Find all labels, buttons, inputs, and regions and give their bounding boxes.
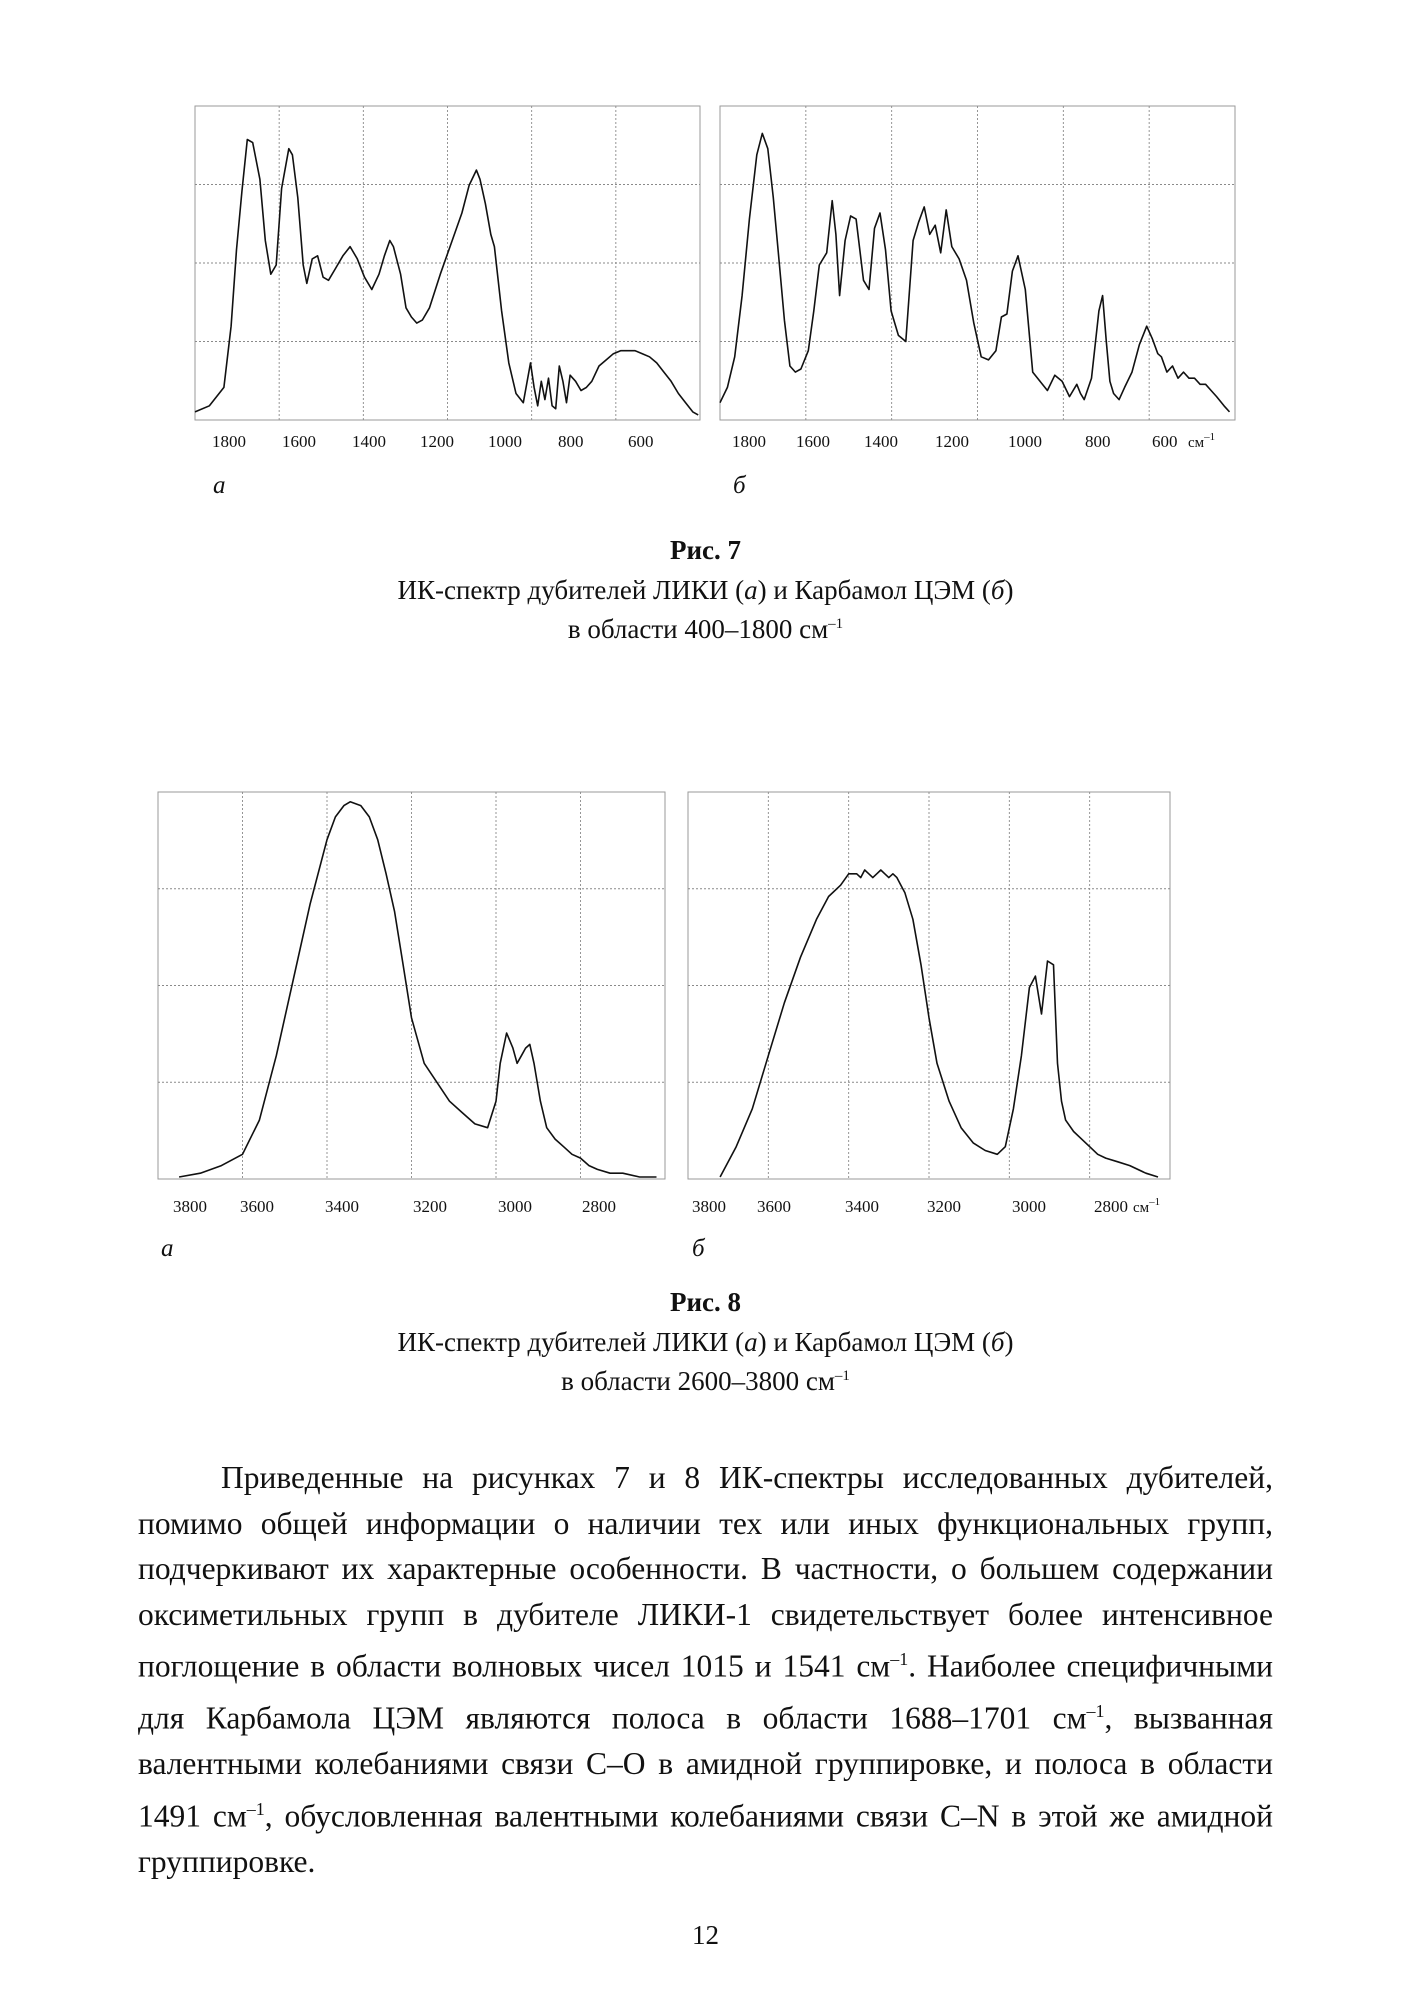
superscript: –1 bbox=[890, 1649, 909, 1669]
body-text-part: , вызванная валентными колебаниями связи С–О в амидной группировке, и полоса в области 1491 см bbox=[138, 1700, 1273, 1833]
superscript: –1 bbox=[1086, 1701, 1105, 1721]
x-tick-label: 1200 bbox=[420, 432, 454, 451]
x-tick-label: 1800 bbox=[732, 432, 766, 451]
panel-label: б bbox=[692, 1235, 705, 1262]
x-tick-label: 800 bbox=[1085, 432, 1111, 451]
caption-text: ИК-спектр дубителей ЛИКИ ( bbox=[397, 575, 745, 605]
x-tick-label: 1800 bbox=[212, 432, 246, 451]
x-axis-unit-superscript: –1 bbox=[1204, 431, 1216, 443]
x-tick-label: 3200 bbox=[927, 1197, 961, 1216]
figure-7-svg bbox=[0, 0, 1411, 520]
figure-8-svg bbox=[0, 760, 1411, 1280]
x-tick-label: 1400 bbox=[864, 432, 898, 451]
x-tick-label: 800 bbox=[558, 432, 584, 451]
x-tick-label: 1600 bbox=[282, 432, 316, 451]
panel-label: а bbox=[161, 1235, 174, 1262]
x-tick-label: 1000 bbox=[488, 432, 522, 451]
body-text-part: , обусловленная валентными колебаниями связи С–N в этой же амидной группировке. bbox=[138, 1798, 1273, 1879]
chart-fig8b bbox=[688, 792, 1170, 1262]
caption-range: в области 2600–3800 см bbox=[561, 1366, 835, 1396]
spectrum-line bbox=[720, 870, 1158, 1177]
superscript: –1 bbox=[246, 1798, 265, 1819]
panel-label: б bbox=[733, 472, 746, 499]
x-tick-label: 2800 bbox=[582, 1197, 616, 1216]
caption-label-b: б bbox=[990, 575, 1005, 605]
x-tick-label: 3600 bbox=[240, 1197, 274, 1216]
body-text-part: Приведенные на рисунках 7 и 8 ИК-спектры исследованных дубителей, помимо общей информации о наличии тех или иных функциональных групп, подчеркивают их характерные особенности. В частности, о большем содержании оксиметильных групп в дубителе ЛИКИ-1 свидетельствует более интенсивное поглощение в области волновых чисел 1015 и 1541 см bbox=[138, 1460, 1273, 1684]
caption-superscript: –1 bbox=[834, 1368, 850, 1384]
x-tick-label: 3800 bbox=[173, 1197, 207, 1216]
x-axis-unit: $см^{-1}$ bbox=[1133, 1196, 1161, 1216]
caption-superscript: –1 bbox=[828, 616, 844, 632]
x-tick-label: 3200 bbox=[413, 1197, 447, 1216]
x-tick-label: 3400 bbox=[845, 1197, 879, 1216]
x-axis-unit-superscript: –1 bbox=[1149, 1196, 1161, 1208]
x-tick-label: 3800 bbox=[692, 1197, 726, 1216]
body-text bbox=[138, 1455, 1273, 1884]
x-tick-label: 1000 bbox=[1008, 432, 1042, 451]
page-number: 12 bbox=[692, 1920, 719, 1950]
panel-label: а bbox=[213, 472, 226, 499]
x-tick-label: 600 bbox=[1152, 432, 1178, 451]
body-text-part: . Наиболее специфичными для Карбамола ЦЭМ являются полоса в области 1688–1701 см bbox=[138, 1648, 1273, 1736]
chart-fig8a bbox=[158, 792, 665, 1262]
x-tick-label: 3400 bbox=[325, 1197, 359, 1216]
x-tick-label: 1200 bbox=[935, 432, 969, 451]
spectrum-line bbox=[720, 133, 1230, 412]
caption-text: ) и Карбамол ЦЭМ ( bbox=[757, 575, 991, 605]
caption-text: ) bbox=[1004, 575, 1014, 605]
x-axis-unit: $см^{-1}$ bbox=[1188, 431, 1216, 451]
x-tick-label: 600 bbox=[628, 432, 654, 451]
chart-fig7a bbox=[195, 106, 700, 499]
x-tick-label: 3000 bbox=[498, 1197, 532, 1216]
x-tick-label: 1400 bbox=[352, 432, 386, 451]
chart-fig7b bbox=[720, 106, 1235, 499]
caption-range: в области 400–1800 см bbox=[567, 614, 829, 644]
spectrum-line bbox=[195, 140, 698, 415]
spectrum-line bbox=[179, 802, 656, 1177]
x-tick-label: 2800 bbox=[1094, 1197, 1128, 1216]
caption-text: ) bbox=[1004, 1327, 1014, 1357]
caption-text: ИК-спектр дубителей ЛИКИ ( bbox=[397, 1327, 745, 1357]
figure-7-number: Рис. 7 bbox=[669, 535, 742, 565]
figure-7-caption bbox=[0, 573, 1411, 646]
caption-label-a: а bbox=[744, 1327, 758, 1357]
caption-text: ) и Карбамол ЦЭМ ( bbox=[757, 1327, 991, 1357]
figure-8-number: Рис. 8 bbox=[669, 1287, 742, 1317]
caption-label-a: а bbox=[744, 575, 758, 605]
x-tick-label: 3600 bbox=[757, 1197, 791, 1216]
x-tick-label: 3000 bbox=[1012, 1197, 1046, 1216]
body-paragraph bbox=[138, 1455, 1273, 1884]
caption-label-b: б bbox=[990, 1327, 1005, 1357]
x-tick-label: 1600 bbox=[796, 432, 830, 451]
figure-8-caption bbox=[0, 1325, 1411, 1398]
